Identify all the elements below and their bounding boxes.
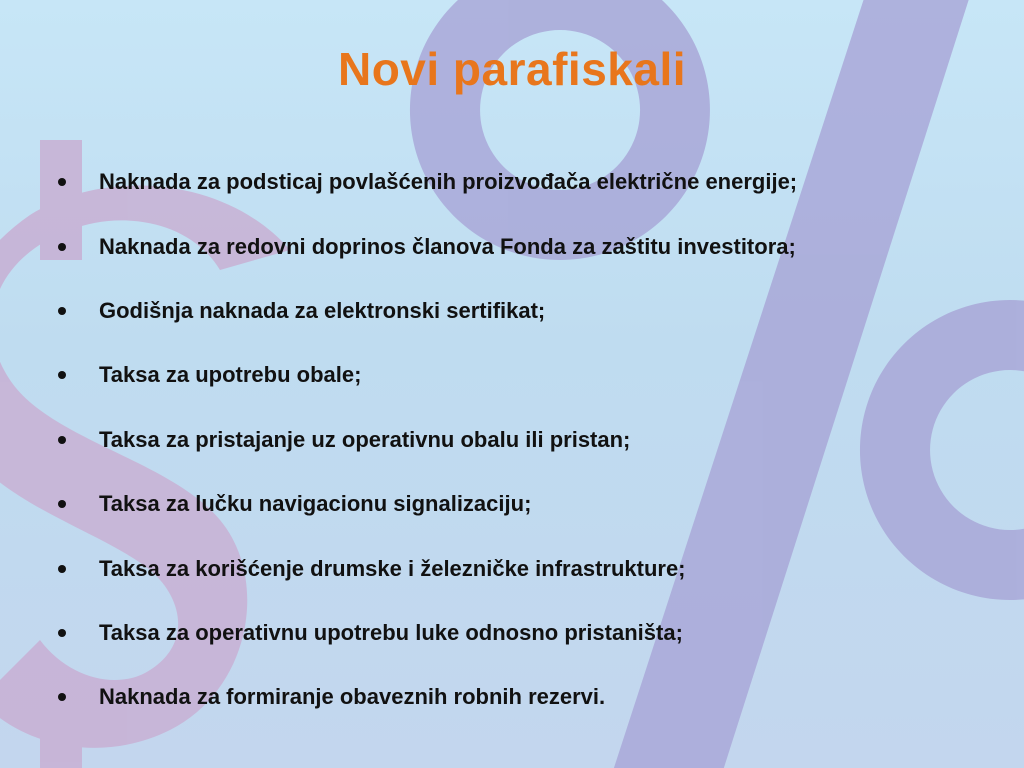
list-item-text: Godišnja naknada za elektronski sertifikat; — [99, 297, 546, 323]
list-item-text: Taksa za lučku navigacionu signalizaciju; — [99, 491, 532, 517]
bullet-icon — [58, 436, 66, 444]
list-item — [58, 601, 998, 665]
slide-title: Novi parafiskali — [337, 43, 687, 95]
list-item — [58, 279, 998, 343]
list-item — [58, 472, 998, 536]
bullet-icon — [58, 243, 66, 251]
list-item-text: Naknada za redovni doprinos članova Fonda za zaštitu investitora; — [99, 233, 796, 259]
list-item-text: Taksa za upotrebu obale; — [99, 362, 362, 388]
bullet-icon — [58, 307, 66, 315]
bullet-icon — [58, 693, 66, 701]
list-item — [58, 214, 998, 278]
list-item — [58, 536, 998, 600]
bullet-icon — [58, 565, 66, 573]
bullet-icon — [58, 178, 66, 186]
list-item — [58, 343, 998, 407]
list-item — [58, 150, 998, 214]
list-item — [58, 408, 998, 472]
list-item — [58, 665, 998, 729]
list-item-text: Naknada za podsticaj povlašćenih proizvođača električne energije; — [99, 169, 798, 195]
list-item-text: Taksa za operativnu upotrebu luke odnosno pristaništa; — [99, 619, 683, 645]
list-item-text: Taksa za pristajanje uz operativnu obalu ili pristan; — [99, 426, 631, 452]
list-item-text: Naknada za formiranje obaveznih robnih rezervi. — [99, 684, 606, 710]
bullet-icon — [58, 500, 66, 508]
bullet-icon — [58, 629, 66, 637]
bullet-list — [58, 150, 998, 730]
list-item-text: Taksa za korišćenje drumske i železničke infrastrukture; — [99, 555, 686, 581]
bullet-icon — [58, 371, 66, 379]
